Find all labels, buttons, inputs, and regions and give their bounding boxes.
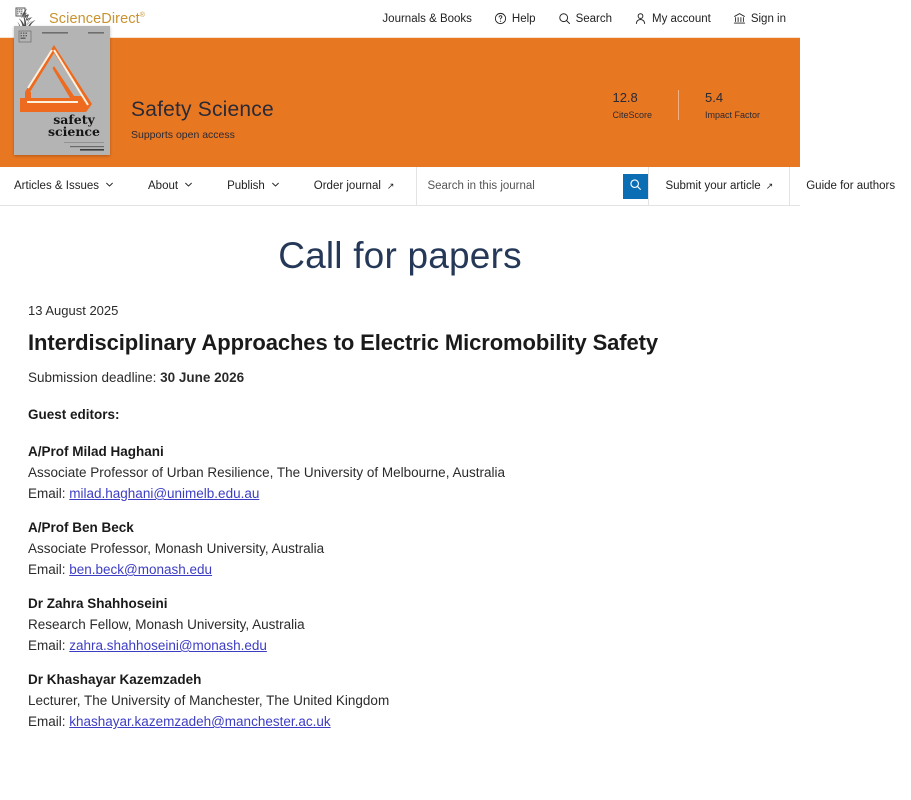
topnav-label: Sign in xyxy=(750,12,786,25)
topnav-label: Help xyxy=(511,12,536,25)
svg-text:safety: safety xyxy=(53,112,95,127)
journal-navigation-bar xyxy=(0,167,896,206)
editor-email-line xyxy=(28,714,772,729)
topnav-help[interactable] xyxy=(494,12,536,25)
metric-citescore xyxy=(586,90,679,120)
editor-affiliation: Associate Professor of Urban Resilience, The University of Melbourne, Australia xyxy=(28,465,505,480)
chevron-down-icon xyxy=(105,180,114,192)
metric-label: CiteScore xyxy=(612,109,652,120)
editor-email-line xyxy=(28,638,772,653)
brand-name: ScienceDirect® xyxy=(49,10,146,27)
journal-banner-text xyxy=(131,98,274,141)
nav-label: Articles & Issues xyxy=(14,180,99,192)
nav-articles-and-issues[interactable] xyxy=(14,167,132,205)
topnav-sign-in[interactable] xyxy=(733,12,786,25)
guest-editor-entry xyxy=(28,520,772,577)
publication-date: 13 August 2025 xyxy=(28,303,119,318)
page-header xyxy=(0,206,800,277)
topnav-label: Search xyxy=(575,12,613,25)
email-label: Email: xyxy=(28,486,70,501)
search-icon xyxy=(558,12,571,25)
question-circle-icon xyxy=(494,12,507,25)
guest-editor-entry xyxy=(28,444,772,501)
journal-open-access-note: Supports open access xyxy=(131,129,235,142)
institution-icon xyxy=(733,12,746,25)
editor-affiliation: Lecturer, The University of Manchester, The United Kingdom xyxy=(28,693,390,708)
editor-email-link[interactable]: zahra.shahhoseini@monash.edu xyxy=(69,638,267,653)
nav-label: Order journal xyxy=(313,180,381,192)
deadline-label: Submission deadline: xyxy=(28,370,161,385)
metric-value: 12.8 xyxy=(612,90,638,105)
metric-value: 5.4 xyxy=(704,90,724,105)
page-title: Call for papers xyxy=(278,235,522,276)
editor-affiliation: Research Fellow, Monash University, Australia xyxy=(28,617,305,632)
chevron-down-icon xyxy=(271,180,280,192)
email-label: Email: xyxy=(28,638,70,653)
nav-label: About xyxy=(148,180,179,192)
journal-metrics xyxy=(586,90,786,120)
svg-text:science: science xyxy=(47,124,101,139)
nav-label: Publish xyxy=(227,180,265,192)
editor-name: A/Prof Ben Beck xyxy=(28,520,134,535)
top-utility-bar xyxy=(0,0,800,37)
link-label: Guide for authors xyxy=(806,180,896,192)
deadline-date: 30 June 2026 xyxy=(160,370,245,385)
call-for-papers-content xyxy=(0,277,800,729)
brand-trademark: ® xyxy=(139,11,146,19)
guest-editor-entry xyxy=(28,672,772,729)
guest-editors-heading: Guest editors: xyxy=(28,407,120,422)
editor-email-line xyxy=(28,562,772,577)
guide-for-authors-link[interactable] xyxy=(790,167,911,205)
editor-name: A/Prof Milad Haghani xyxy=(28,444,164,459)
editor-email-link[interactable]: milad.haghani@unimelb.edu.au xyxy=(69,486,260,501)
editor-email-line xyxy=(28,486,772,501)
guest-editor-entry xyxy=(28,596,772,653)
link-label: Submit your article xyxy=(665,180,761,192)
topnav-search[interactable] xyxy=(558,12,612,25)
editor-affiliation: Associate Professor, Monash University, Australia xyxy=(28,541,325,556)
journal-nav-items xyxy=(0,167,412,205)
nav-about[interactable] xyxy=(148,167,211,205)
journal-cover-image[interactable] xyxy=(14,26,110,155)
submission-deadline xyxy=(28,370,772,385)
email-label: Email: xyxy=(28,714,70,729)
topnav-journals-books[interactable] xyxy=(382,13,472,25)
topnav-my-account[interactable] xyxy=(634,12,711,25)
journal-banner xyxy=(0,37,800,167)
search-input[interactable] xyxy=(427,180,623,192)
journal-nav-links xyxy=(649,167,911,205)
editor-name: Dr Zahra Shahhoseini xyxy=(28,596,168,611)
journal-search xyxy=(416,167,649,205)
metric-label: Impact Factor xyxy=(704,109,760,120)
topnav-label: My account xyxy=(652,12,711,25)
external-link-icon: ↗ xyxy=(765,180,774,191)
metric-impact-factor xyxy=(679,90,786,120)
person-icon xyxy=(634,12,647,25)
journal-title: Safety Science xyxy=(131,98,274,121)
nav-order-journal[interactable] xyxy=(314,167,413,205)
search-submit-button[interactable] xyxy=(623,174,648,199)
search-icon xyxy=(629,178,642,194)
chevron-down-icon xyxy=(184,180,193,192)
topnav-label: Journals & Books xyxy=(382,12,472,25)
editor-email-link[interactable]: khashayar.kazemzadeh@manchester.ac.uk xyxy=(69,714,331,729)
email-label: Email: xyxy=(28,562,70,577)
editor-email-link[interactable]: ben.beck@monash.edu xyxy=(69,562,213,577)
top-nav xyxy=(382,12,786,25)
external-link-icon: ↗ xyxy=(386,180,395,191)
editor-name: Dr Khashayar Kazemzadeh xyxy=(28,672,202,687)
nav-publish[interactable] xyxy=(227,167,298,205)
call-for-papers-title: Interdisciplinary Approaches to Electric Micromobility Safety xyxy=(28,330,659,355)
submit-your-article-link[interactable] xyxy=(649,167,790,205)
